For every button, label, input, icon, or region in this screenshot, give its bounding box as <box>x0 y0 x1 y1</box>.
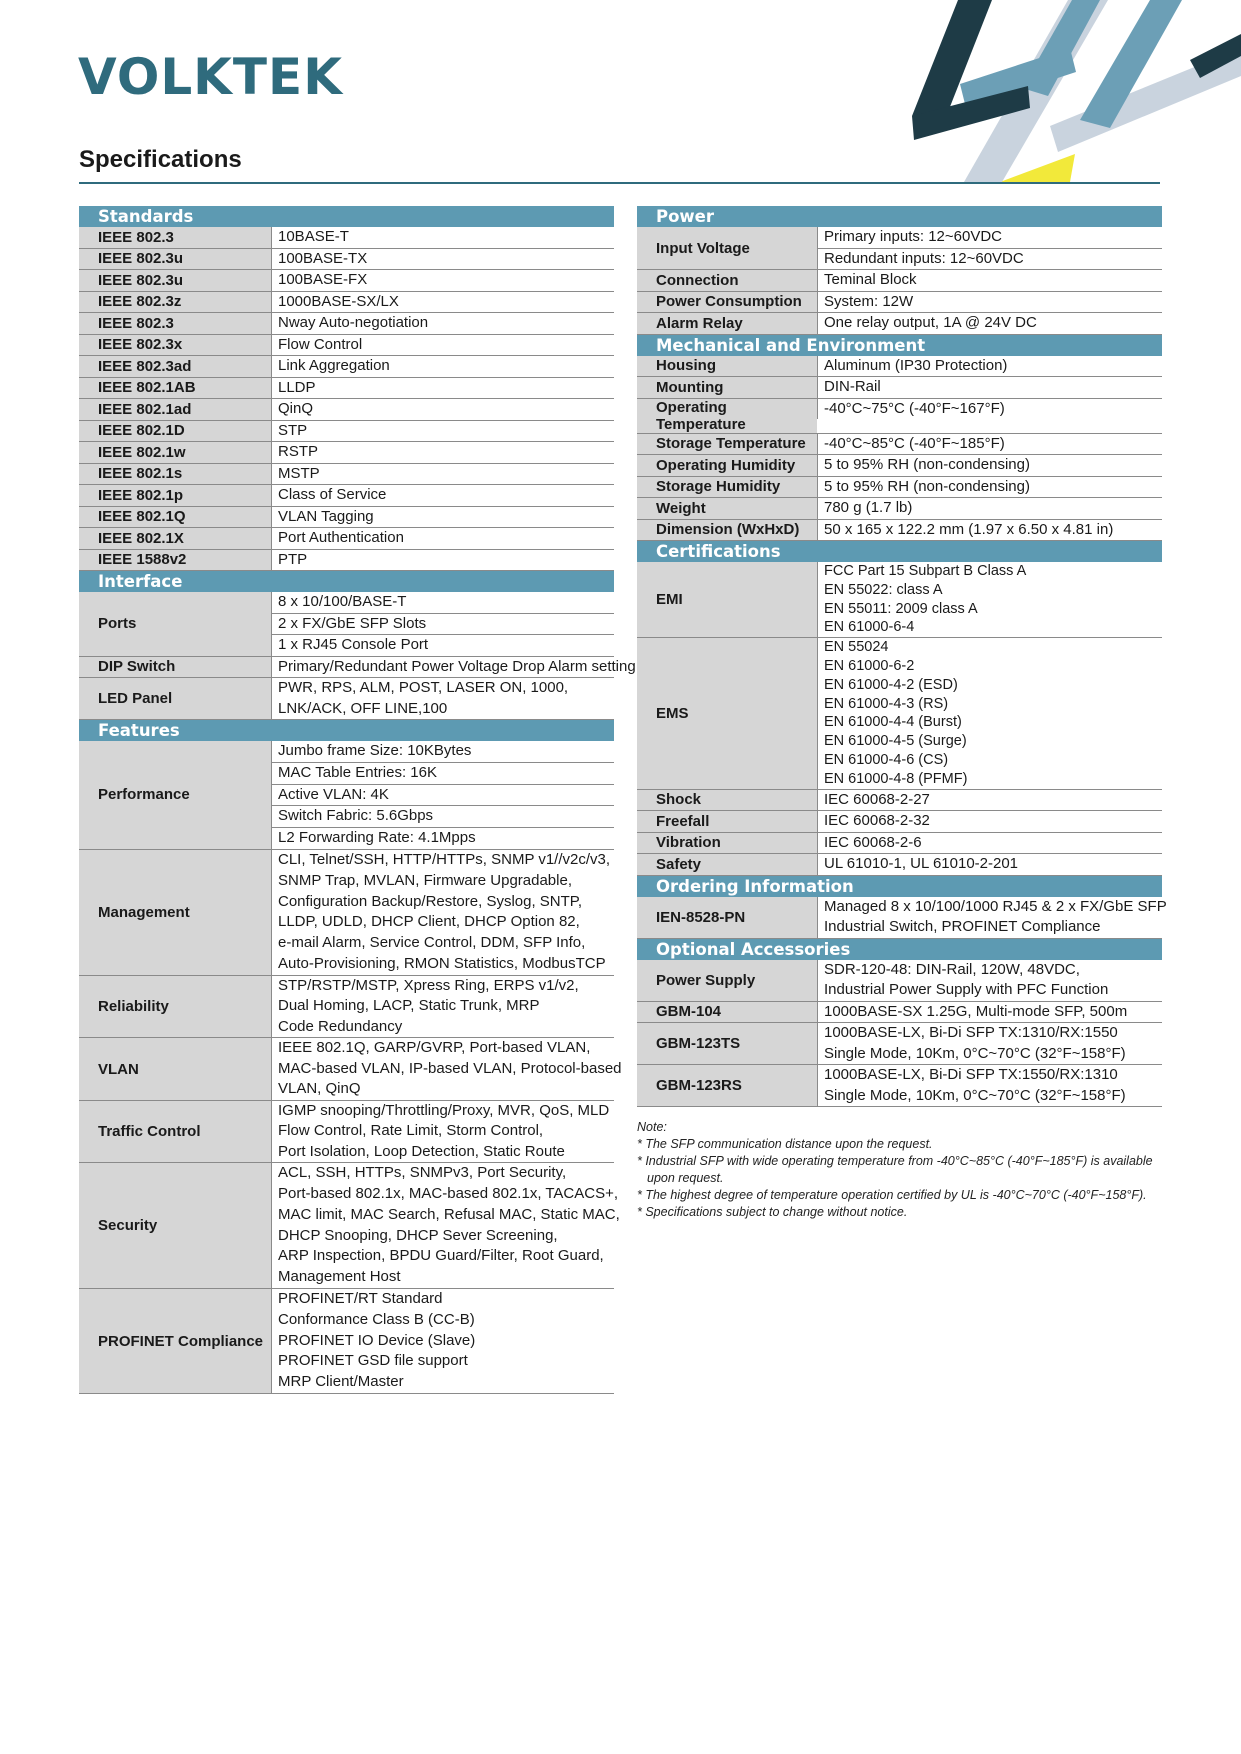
spec-value: IEC 60068-2-27 <box>817 790 1162 811</box>
spec-sections-right <box>637 206 1167 1107</box>
spec-value: Industrial Switch, PROFINET Compliance <box>817 917 1167 938</box>
spec-values <box>817 1065 1162 1106</box>
spec-label: PROFINET Compliance <box>79 1289 271 1393</box>
spec-value: MSTP <box>271 464 614 485</box>
spec-values <box>271 550 614 571</box>
spec-value: 100BASE-TX <box>271 249 614 270</box>
spec-values <box>271 313 614 334</box>
spec-label: Mounting <box>637 377 817 398</box>
section-header: Optional Accessories <box>637 939 1162 960</box>
spec-label: IEEE 802.3 <box>79 227 271 248</box>
spec-value: 100BASE-FX <box>271 270 614 291</box>
spec-row <box>79 850 614 976</box>
spec-row <box>79 1163 620 1289</box>
spec-value: MAC-based VLAN, IP-based VLAN, Protocol-based <box>271 1059 622 1080</box>
spec-value: EN 61000-6-4 <box>817 618 1162 637</box>
spec-value: EN 61000-6-2 <box>817 657 1162 676</box>
spec-label: Reliability <box>79 976 271 1038</box>
spec-value: QinQ <box>271 399 614 420</box>
spec-label: Ports <box>79 592 271 656</box>
spec-row <box>79 678 614 720</box>
spec-values <box>271 464 614 485</box>
spec-value: Nway Auto-negotiation <box>271 313 614 334</box>
spec-label: Operating Temperature <box>637 399 817 433</box>
section-header: Ordering Information <box>637 876 1162 897</box>
section-header: Standards <box>79 206 614 227</box>
spec-label: IEEE 802.3u <box>79 249 271 270</box>
spec-value: PROFINET IO Device (Slave) <box>271 1331 614 1352</box>
spec-label: Security <box>79 1163 271 1288</box>
spec-row <box>637 477 1162 499</box>
section-header: Mechanical and Environment <box>637 335 1162 356</box>
spec-value: Active VLAN: 4K <box>271 785 614 807</box>
spec-label: Housing <box>637 356 817 377</box>
spec-value: EN 61000-4-4 (Burst) <box>817 713 1162 732</box>
note-item: * The SFP communication distance upon the request. <box>637 1137 933 1152</box>
notes <box>637 1119 1162 1221</box>
spec-values <box>271 592 614 656</box>
spec-value: EN 55022: class A <box>817 581 1162 600</box>
spec-row <box>79 442 614 464</box>
spec-value: 50 x 165 x 122.2 mm (1.97 x 6.50 x 4.81 in) <box>817 520 1162 541</box>
spec-value: Flow Control, Rate Limit, Storm Control, <box>271 1121 614 1142</box>
spec-label: IEEE 802.1X <box>79 528 271 549</box>
spec-row <box>79 227 614 249</box>
spec-value: PROFINET/RT Standard <box>271 1289 614 1310</box>
right-column <box>637 206 1167 1221</box>
spec-values <box>817 1002 1162 1023</box>
spec-row <box>637 1002 1162 1024</box>
spec-value: EN 55024 <box>817 638 1162 657</box>
spec-row <box>79 1038 622 1101</box>
spec-values <box>817 1023 1162 1064</box>
spec-value: Dual Homing, LACP, Static Trunk, MRP <box>271 996 614 1017</box>
spec-value: L2 Forwarding Rate: 4.1Mpps <box>271 828 614 849</box>
spec-values <box>271 335 614 356</box>
spec-label: IEEE 802.3z <box>79 292 271 313</box>
spec-value: EN 55011: 2009 class A <box>817 600 1162 619</box>
spec-row <box>637 399 1162 434</box>
spec-values <box>271 1163 620 1288</box>
spec-value: 1000BASE-SX/LX <box>271 292 614 313</box>
spec-row <box>79 485 614 507</box>
spec-values <box>271 399 614 420</box>
spec-label: Performance <box>79 741 271 849</box>
note-item: * Industrial SFP with wide operating temperature from -40°C~85°C (-40°F~185°F) is available <box>637 1154 1153 1169</box>
spec-value: Primary/Redundant Power Voltage Drop Alarm setting <box>271 657 636 678</box>
spec-row <box>79 270 614 292</box>
spec-value: PWR, RPS, ALM, POST, LASER ON, 1000, <box>271 678 614 699</box>
spec-row <box>637 854 1162 876</box>
spec-value: 5 to 95% RH (non-condensing) <box>817 455 1162 476</box>
spec-label: IEEE 802.1AB <box>79 378 271 399</box>
spec-value: -40°C~85°C (-40°F~185°F) <box>817 434 1162 455</box>
spec-label: IEEE 802.1Q <box>79 507 271 528</box>
spec-label: IEN-8528-PN <box>637 897 817 938</box>
spec-value: Port-based 802.1x, MAC-based 802.1x, TACACS+, <box>271 1184 620 1205</box>
spec-values <box>817 477 1162 498</box>
spec-value: VLAN Tagging <box>271 507 614 528</box>
spec-values <box>817 638 1162 788</box>
spec-label: IEEE 802.1w <box>79 442 271 463</box>
spec-label: Dimension (WxHxD) <box>637 520 817 541</box>
spec-value: Aluminum (IP30 Protection) <box>817 356 1162 377</box>
spec-value: Single Mode, 10Km, 0°C~70°C (32°F~158°F) <box>817 1086 1162 1107</box>
spec-label: IEEE 1588v2 <box>79 550 271 571</box>
spec-value: 5 to 95% RH (non-condensing) <box>817 477 1162 498</box>
spec-row <box>637 292 1162 314</box>
spec-values <box>271 1038 622 1100</box>
spec-values <box>817 562 1162 637</box>
spec-label: Operating Humidity <box>637 455 817 476</box>
spec-label: IEEE 802.3x <box>79 335 271 356</box>
spec-label: Connection <box>637 270 817 291</box>
spec-row <box>637 455 1162 477</box>
spec-value: STP <box>271 421 614 442</box>
spec-values <box>817 227 1162 269</box>
spec-value: UL 61010-1, UL 61010-2-201 <box>817 854 1162 875</box>
spec-value: ARP Inspection, BPDU Guard/Filter, Root Guard, <box>271 1246 620 1267</box>
spec-values <box>817 520 1162 541</box>
spec-row <box>637 377 1162 399</box>
spec-label: GBM-104 <box>637 1002 817 1023</box>
spec-value: LLDP, UDLD, DHCP Client, DHCP Option 82, <box>271 912 614 933</box>
note-item: * The highest degree of temperature operation certified by UL is -40°C~70°C (-40°F~158°F). <box>637 1188 1147 1203</box>
spec-row <box>79 550 614 572</box>
spec-value: LNK/ACK, OFF LINE,100 <box>271 699 614 720</box>
spec-value: Managed 8 x 10/100/1000 RJ45 & 2 x FX/GbE SFP <box>817 897 1167 918</box>
spec-values <box>271 378 614 399</box>
spec-label: GBM-123TS <box>637 1023 817 1064</box>
spec-value: CLI, Telnet/SSH, HTTP/HTTPs, SNMP v1//v2c/v3, <box>271 850 614 871</box>
spec-values <box>271 976 614 1038</box>
spec-row <box>79 1289 614 1394</box>
spec-value: Port Authentication <box>271 528 614 549</box>
spec-values <box>271 1101 614 1163</box>
spec-value: 2 x FX/GbE SFP Slots <box>271 614 614 636</box>
spec-value: Teminal Block <box>817 270 1162 291</box>
spec-value: PROFINET GSD file support <box>271 1351 614 1372</box>
spec-value: LLDP <box>271 378 614 399</box>
spec-value: PTP <box>271 550 614 571</box>
spec-row <box>637 1065 1162 1107</box>
spec-label: LED Panel <box>79 678 271 719</box>
spec-label: EMI <box>637 562 817 637</box>
spec-values <box>271 528 614 549</box>
spec-values <box>817 960 1162 1001</box>
spec-label: Storage Humidity <box>637 477 817 498</box>
spec-value: VLAN, QinQ <box>271 1079 622 1100</box>
spec-values <box>817 455 1162 476</box>
spec-value: IEEE 802.1Q, GARP/GVRP, Port-based VLAN, <box>271 1038 622 1059</box>
spec-value: 1 x RJ45 Console Port <box>271 635 614 656</box>
spec-label: DIP Switch <box>79 657 271 678</box>
note-item: upon request. <box>647 1171 724 1186</box>
spec-values <box>271 442 614 463</box>
spec-row <box>637 638 1162 789</box>
spec-value: Industrial Power Supply with PFC Function <box>817 980 1162 1001</box>
spec-label: IEEE 802.3 <box>79 313 271 334</box>
spec-row <box>79 1101 614 1164</box>
spec-value: Jumbo frame Size: 10KBytes <box>271 741 614 763</box>
spec-row <box>79 249 614 271</box>
spec-row <box>79 292 614 314</box>
spec-value: EN 61000-4-8 (PFMF) <box>817 770 1162 789</box>
spec-values <box>817 833 1162 854</box>
spec-row <box>637 790 1162 812</box>
spec-value: 780 g (1.7 lb) <box>817 498 1162 519</box>
spec-value: Primary inputs: 12~60VDC <box>817 227 1162 249</box>
spec-value: Link Aggregation <box>271 356 614 377</box>
spec-values <box>817 811 1162 832</box>
spec-value: IEC 60068-2-32 <box>817 811 1162 832</box>
spec-value: IGMP snooping/Throttling/Proxy, MVR, QoS, MLD <box>271 1101 614 1122</box>
spec-label: IEEE 802.1s <box>79 464 271 485</box>
spec-values <box>271 678 614 719</box>
spec-row <box>637 811 1162 833</box>
spec-value: 1000BASE-LX, Bi-Di SFP TX:1550/RX:1310 <box>817 1065 1162 1086</box>
spec-values <box>817 897 1167 938</box>
note-item: * Specifications subject to change without notice. <box>637 1205 908 1220</box>
spec-label: IEEE 802.3u <box>79 270 271 291</box>
spec-values <box>271 850 614 975</box>
spec-value: ACL, SSH, HTTPs, SNMPv3, Port Security, <box>271 1163 620 1184</box>
spec-label: Power Consumption <box>637 292 817 313</box>
spec-label: IEEE 802.1ad <box>79 399 271 420</box>
spec-value: DHCP Snooping, DHCP Sever Screening, <box>271 1226 620 1247</box>
spec-label: Storage Temperature <box>637 434 817 455</box>
spec-label: Management <box>79 850 271 975</box>
spec-values <box>817 270 1162 291</box>
spec-label: Input Voltage <box>637 227 817 269</box>
spec-values <box>817 356 1162 377</box>
spec-value: Flow Control <box>271 335 614 356</box>
section-header: Certifications <box>637 541 1162 562</box>
spec-value: Port Isolation, Loop Detection, Static Route <box>271 1142 614 1163</box>
spec-row <box>79 592 614 657</box>
spec-value: 10BASE-T <box>271 227 614 248</box>
spec-row <box>637 1023 1162 1065</box>
spec-row <box>637 897 1167 939</box>
spec-value: Management Host <box>271 1267 620 1288</box>
spec-values <box>271 657 636 678</box>
spec-value: EN 61000-4-6 (CS) <box>817 751 1162 770</box>
decorative-graphic <box>900 0 1241 190</box>
spec-value: FCC Part 15 Subpart B Class A <box>817 562 1162 581</box>
spec-row <box>79 335 614 357</box>
spec-value: 1000BASE-LX, Bi-Di SFP TX:1310/RX:1550 <box>817 1023 1162 1044</box>
spec-label: IEEE 802.3ad <box>79 356 271 377</box>
spec-row <box>637 434 1162 456</box>
spec-row <box>637 833 1162 855</box>
spec-value: Switch Fabric: 5.6Gbps <box>271 806 614 828</box>
spec-values <box>817 854 1162 875</box>
spec-values <box>271 485 614 506</box>
brand-logo: VOLKTEK <box>78 48 343 106</box>
spec-values <box>817 313 1162 334</box>
spec-values <box>271 270 614 291</box>
spec-values <box>271 249 614 270</box>
spec-row <box>637 520 1162 542</box>
spec-row <box>79 356 614 378</box>
spec-values <box>271 507 614 528</box>
spec-values <box>271 227 614 248</box>
spec-value: e-mail Alarm, Service Control, DDM, SFP Info, <box>271 933 614 954</box>
spec-label: Vibration <box>637 833 817 854</box>
spec-label: EMS <box>637 638 817 788</box>
spec-label: Freefall <box>637 811 817 832</box>
spec-row <box>79 507 614 529</box>
notes-title: Note: <box>637 1120 667 1135</box>
spec-row <box>637 227 1162 270</box>
spec-values <box>817 790 1162 811</box>
spec-row <box>79 741 614 850</box>
spec-value: -40°C~75°C (-40°F~167°F) <box>817 399 1162 420</box>
spec-value: MRP Client/Master <box>271 1372 614 1393</box>
spec-value: IEC 60068-2-6 <box>817 833 1162 854</box>
spec-values <box>271 741 614 849</box>
spec-value: Single Mode, 10Km, 0°C~70°C (32°F~158°F) <box>817 1044 1162 1065</box>
spec-row <box>79 378 614 400</box>
spec-value: Class of Service <box>271 485 614 506</box>
spec-values <box>271 1289 614 1393</box>
spec-value: STP/RSTP/MSTP, Xpress Ring, ERPS v1/v2, <box>271 976 614 997</box>
spec-value: RSTP <box>271 442 614 463</box>
spec-value: Auto-Provisioning, RMON Statistics, ModbusTCP <box>271 954 614 975</box>
spec-label: Alarm Relay <box>637 313 817 334</box>
spec-row <box>79 528 614 550</box>
spec-value: SNMP Trap, MVLAN, Firmware Upgradable, <box>271 871 614 892</box>
spec-row <box>637 313 1162 335</box>
spec-values <box>817 434 1162 455</box>
spec-row <box>79 976 614 1039</box>
spec-value: 8 x 10/100/BASE-T <box>271 592 614 614</box>
spec-row <box>637 270 1162 292</box>
spec-row <box>79 313 614 335</box>
spec-value: One relay output, 1A @ 24V DC <box>817 313 1162 334</box>
spec-values <box>271 421 614 442</box>
spec-row <box>79 657 636 679</box>
spec-label: Traffic Control <box>79 1101 271 1163</box>
spec-values <box>817 498 1162 519</box>
spec-value: SDR-120-48: DIN-Rail, 120W, 48VDC, <box>817 960 1162 981</box>
spec-values <box>817 292 1162 313</box>
spec-row <box>637 356 1162 378</box>
spec-row <box>79 464 614 486</box>
spec-value: EN 61000-4-5 (Surge) <box>817 732 1162 751</box>
spec-value: Conformance Class B (CC-B) <box>271 1310 614 1331</box>
spec-row <box>79 421 614 443</box>
spec-value: MAC limit, MAC Search, Refusal MAC, Static MAC, <box>271 1205 620 1226</box>
spec-values <box>271 292 614 313</box>
spec-label: IEEE 802.1D <box>79 421 271 442</box>
spec-value: MAC Table Entries: 16K <box>271 763 614 785</box>
spec-value: DIN-Rail <box>817 377 1162 398</box>
spec-value: Configuration Backup/Restore, Syslog, SNTP, <box>271 892 614 913</box>
spec-values <box>817 377 1162 398</box>
spec-row <box>79 399 614 421</box>
section-header: Interface <box>79 571 614 592</box>
spec-label: VLAN <box>79 1038 271 1100</box>
spec-label: Shock <box>637 790 817 811</box>
spec-label: Safety <box>637 854 817 875</box>
spec-value: EN 61000-4-2 (ESD) <box>817 676 1162 695</box>
title-rule <box>79 182 1160 184</box>
spec-value: 1000BASE-SX 1.25G, Multi-mode SFP, 500m <box>817 1002 1162 1023</box>
spec-values <box>271 356 614 377</box>
spec-value: EN 61000-4-3 (RS) <box>817 695 1162 714</box>
page-title: Specifications <box>79 146 242 173</box>
spec-row <box>637 960 1162 1002</box>
spec-value: Code Redundancy <box>271 1017 614 1038</box>
section-header: Power <box>637 206 1162 227</box>
spec-values <box>817 399 1162 433</box>
spec-value: System: 12W <box>817 292 1162 313</box>
spec-row <box>637 498 1162 520</box>
spec-value: Redundant inputs: 12~60VDC <box>817 249 1162 270</box>
spec-label: Weight <box>637 498 817 519</box>
spec-label: Power Supply <box>637 960 817 1001</box>
section-header: Features <box>79 720 614 741</box>
spec-row <box>637 562 1162 638</box>
left-column <box>79 206 636 1394</box>
spec-label: GBM-123RS <box>637 1065 817 1106</box>
spec-label: IEEE 802.1p <box>79 485 271 506</box>
